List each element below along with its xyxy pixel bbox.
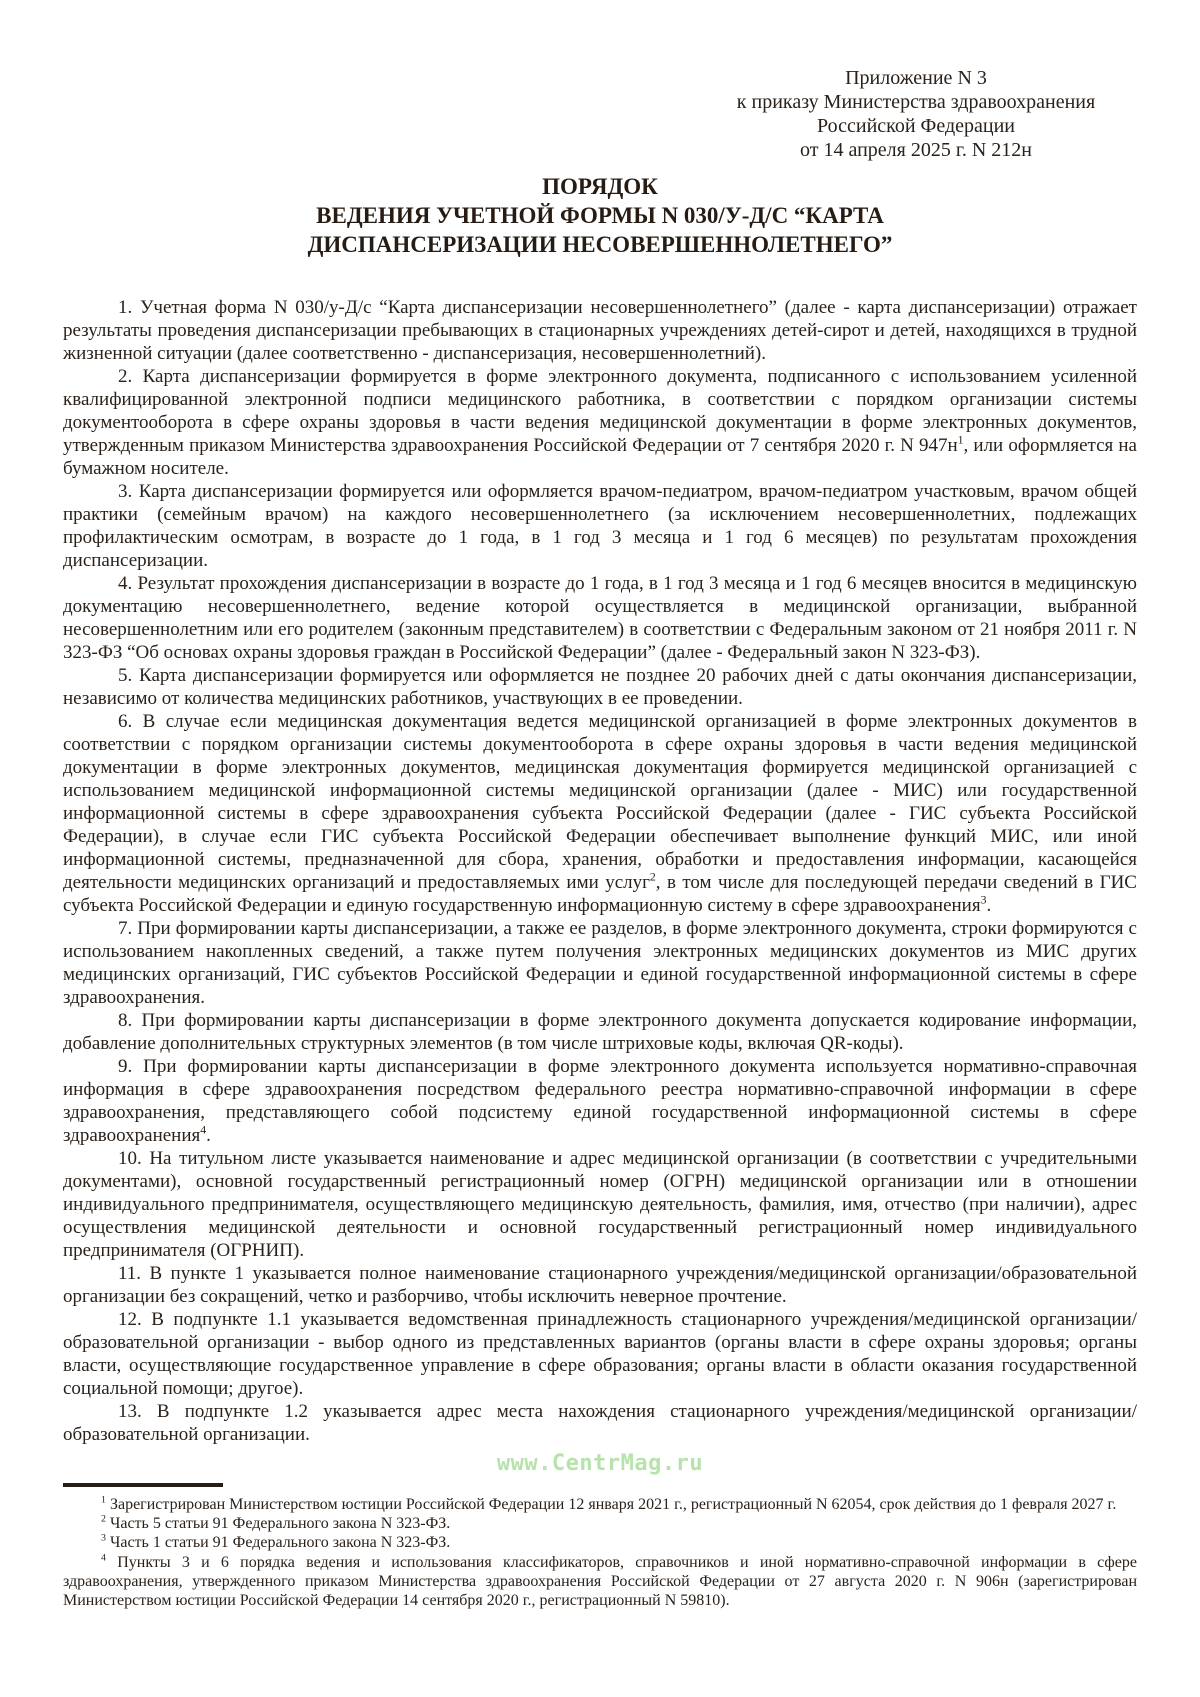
footnote-1: $^1$ Зарегистрирован Министерством юстиции Российской Федерации 12 января 2021 г., регистрационный N 62054, срок действия до 1 февраля 2027 г.	[101, 1494, 1117, 1513]
footnote-divider	[63, 1483, 223, 1487]
paragraph-10: 10. На титульном листе указывается наименование и адрес медицинской организации (в соответствии с учредительными документами), основной государственный регистрационный номер (ОГРН) медицинской организации или в отношении индивидуального предпринимателя, осуществляющего медицинскую деятельность, фамилия, имя, отчество (при наличии), адрес осуществления медицинской деятельности и основной государственный регистрационный номер индивидуального предпринимателя (ОГРНИП).	[63, 1148, 1137, 1261]
paragraph-8: 8. При формировании карты диспансеризации в форме электронного документа допускается кодирование информации, добавление дополнительных структурных элементов (в том числе штриховые коды, включая QR-коды).	[63, 1010, 1137, 1054]
appendix-header-line: Российской Федерации	[816, 115, 1016, 137]
paragraph-4: 4. Результат прохождения диспансеризации в возрасте до 1 года, в 1 год 3 месяца и 1 год 6 месяцев вносится в медицинскую документацию несовершеннолетнего, ведение которой осуществляется в медицинской организации, выбранной несовершеннолетним или его родителем (законным представителем) в соответствии с Федеральным законом от 21 ноября 2011 г. N 323-ФЗ “Об основах охраны здоровья граждан в Российской Федерации” (далее - Федеральный закон N 323-ФЗ).	[63, 573, 1137, 663]
appendix-header-line: от 14 апреля 2025 г. N 212н	[800, 139, 1032, 161]
paragraph-6: 6. В случае если медицинская документация ведется медицинской организацией в форме электронных документов в соответствии с порядком организации системы документооборота в сфере охраны здоровья в части ведения медицинской документации в форме электронных документов, медицинская документация формируется медицинской организацией с использованием медицинской информационной системы медицинской организации (далее - МИС) или государственной информационной системы в сфере здравоохранения субъекта Российской Федерации (далее - ГИС субъекта Российской Федерации), в случае если ГИС субъекта Российской Федерации обеспечивает выполнение функций МИС, или иной информационной системы, предназначенной для сбора, хранения, обработки и предоставления информации, касающейся деятельности медицинских организаций и предоставляемых ими услуг$^2$, в том числе для последующей передачи сведений в ГИС субъекта Российской Федерации и единую государственную информационную систему в сфере здравоохранения$^3$.	[63, 711, 1137, 916]
paragraph-3: 3. Карта диспансеризации формируется или оформляется врачом-педиатром, врачом-педиатром участковым, врачом общей практики (семейным врачом) на каждого несовершеннолетнего (за исключением несовершеннолетних, подлежащих профилактическим осмотрам, в возрасте до 1 года, в 1 год 3 месяца и 1 год 6 месяцев) по результатам прохождения диспансеризации.	[63, 481, 1137, 571]
document-body	[63, 296, 1137, 1446]
document-title-line: ВЕДЕНИЯ УЧЕТНОЙ ФОРМЫ N 030/У-Д/С “КАРТА	[316, 203, 884, 228]
footnote-2: $^2$ Часть 5 статьи 91 Федерального закона N 323-ФЗ.	[101, 1513, 451, 1533]
footnotes-section	[63, 1483, 1137, 1610]
paragraph-9: 9. При формировании карты диспансеризации в форме электронного документа используется нормативно-справочная информация в сфере здравоохранения посредством федерального реестра нормативно-справочной информации в сфере здравоохранения, представляющего собой подсистему единой государственной информационной системы в сфере здравоохранения$^4$.	[63, 1056, 1137, 1146]
paragraph-12: 12. В подпункте 1.1 указывается ведомственная принадлежность стационарного учреждения/медицинской организации/образовательной организации - выбор одного из представленных вариантов (органы власти в сфере охраны здоровья; органы власти, осуществляющие государственное управление в сфере образования; органы власти в области оказания государственной социальной помощи; другое).	[63, 1309, 1137, 1399]
appendix-header	[715, 66, 1117, 162]
paragraph-1: 1. Учетная форма N 030/у-Д/с “Карта диспансеризации несовершеннолетнего” (далее - карта диспансеризации) отражает результаты проведения диспансеризации пребывающих в стационарных учреждениях детей-сирот и детей, находящихся в трудной жизненной ситуации (далее соответственно - диспансеризация, несовершеннолетний).	[63, 297, 1137, 364]
centrmag-watermark: www.CentrMag.ru	[496, 1451, 704, 1476]
document-title-line: ДИСПАНСЕРИЗАЦИИ НЕСОВЕРШЕННОЛЕТНЕГО”	[307, 232, 893, 257]
appendix-header-line: Приложение N 3	[845, 67, 987, 89]
document-title-line: ПОРЯДОК	[542, 174, 658, 199]
paragraph-11: 11. В пункте 1 указывается полное наименование стационарного учреждения/медицинской организации/образовательной организации без сокращений, четко и разборчиво, чтобы исключить неверное прочтение.	[63, 1263, 1137, 1307]
footnote-4: $^4$ Пункты 3 и 6 порядка ведения и использования классификаторов, справочников и иной нормативно-справочной информации в сфере здравоохранения, утвержденного приказом Министерства здравоохранения Российской Федерации от 27 августа 2020 г. N 906н (зарегистрирован Министерством юстиции Российской Федерации 14 сентября 2020 г., регистрационный N 59810).	[63, 1552, 1137, 1610]
paragraph-2: 2. Карта диспансеризации формируется в форме электронного документа, подписанного с использованием усиленной квалифицированной электронной подписи медицинского работника, в соответствии с порядком организации системы документооборота в сфере охраны здоровья в части ведения медицинской документации в форме электронных документов, утвержденным приказом Министерства здравоохранения Российской Федерации от 7 сентября 2020 г. N $947н^1$, или оформляется на бумажном носителе.	[63, 366, 1137, 479]
paragraph-7: 7. При формировании карты диспансеризации, а также ее разделов, в форме электронного документа, строки формируются с использованием накопленных сведений, а также путем получения электронных медицинских документов из МИС других медицинских организаций, ГИС субъектов Российской Федерации и единой государственной информационной системы в сфере здравоохранения.	[63, 918, 1137, 1008]
footnote-3: $^3$ Часть 1 статьи 91 Федерального закона N 323-ФЗ.	[101, 1533, 451, 1552]
document-title	[63, 172, 1137, 259]
paragraph-13: 13. В подпункте 1.2 указывается адрес места нахождения стационарного учреждения/медицинской организации/образовательной организации.	[63, 1401, 1137, 1445]
appendix-header-line: к приказу Министерства здравоохранения	[736, 91, 1096, 113]
paragraph-5: 5. Карта диспансеризации формируется или оформляется не позднее 20 рабочих дней с даты окончания диспансеризации, независимо от количества медицинских работников, участвующих в ее проведении.	[63, 665, 1137, 709]
